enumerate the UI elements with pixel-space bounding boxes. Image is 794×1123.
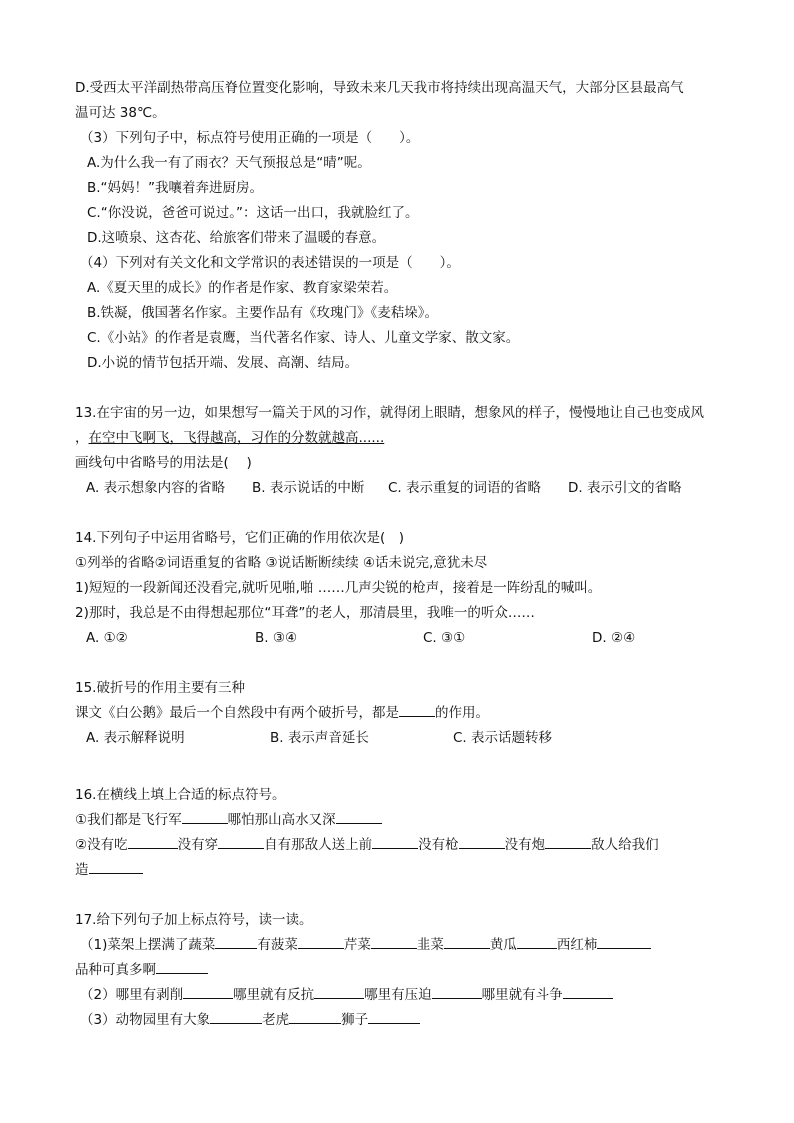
q17-sentence-2 <box>80 983 613 1008</box>
q16-s2-text-f: 敌人给我们 <box>591 837 659 853</box>
q17-s2-text-c: 哪里有压迫 <box>364 987 432 1003</box>
q17-stem: 17.给下列句子加上标点符号，读一读。 <box>75 912 313 928</box>
q12-option-d-line2: 温可达 38℃。 <box>75 105 166 121</box>
q17-s2-text-d: 哪里就有斗争 <box>481 987 563 1003</box>
q17-s1-text-a: （1)菜架上摆满了蔬菜 <box>80 937 216 953</box>
q16-sentence-1 <box>75 808 382 833</box>
q16-s2-text-b: 没有穿 <box>177 837 219 853</box>
q13-stem-line2 <box>75 426 384 451</box>
q16-s2-text-c: 自有那敌人送上前 <box>264 837 373 853</box>
q13-option-a: A. 表示想象内容的省略 <box>86 480 226 496</box>
q17-sentence-3 <box>80 1008 420 1033</box>
q12-sub3-option-b: B.“妈妈！”我嚷着奔进厨房。 <box>87 180 264 196</box>
q14-option-d: D. ②④ <box>592 630 636 646</box>
q16-s2-text-g: 造 <box>75 862 89 878</box>
q15-options <box>0 726 794 751</box>
q17-sentence-1-cont <box>75 958 208 983</box>
q17-s2-blank-2[interactable] <box>314 984 364 999</box>
q12-sub3-option-d: D.这喷泉、这杏花、给旅客们带来了温暖的春意。 <box>87 230 386 246</box>
q15-option-c: C. 表示话题转移 <box>453 730 553 746</box>
q17-s3-text-b: 老虎 <box>262 1012 290 1028</box>
q15-sentence-end: 的作用。 <box>435 705 489 721</box>
q16-s2-blank-4[interactable] <box>459 834 505 849</box>
q15-sentence <box>75 701 489 726</box>
q13-question: 画线句中省略号的用法是( ) <box>75 455 252 471</box>
q17-s1-text-b: 有菠菜 <box>257 937 298 953</box>
q16-sentence-2-cont <box>75 858 143 883</box>
q12-sub3-stem: （3）下列句子中，标点符号使用正确的一项是（ ）。 <box>80 130 420 146</box>
q16-s2-text-e: 没有炮 <box>504 837 546 853</box>
q16-s1-blank-2[interactable] <box>336 809 382 824</box>
q16-s2-text-d: 没有枪 <box>418 837 459 853</box>
q14-choices: ①列举的省略②词语重复的省略 ③说话断断续续 ④话未说完,意犹未尽 <box>75 555 488 571</box>
q13-option-d: D. 表示引文的省略 <box>568 480 682 496</box>
q14-sentence-1: 1)短短的一段新闻还没看完,就听见啪,啪 ……几声尖锐的枪声，接着是一阵纷乱的喊叫。 <box>75 580 602 596</box>
q17-s1-text-g: 品种可真多啊 <box>75 962 156 978</box>
q14-option-a: A. ①② <box>86 630 128 646</box>
q13-option-c: C. 表示重复的词语的省略 <box>388 480 542 496</box>
q17-s2-blank-3[interactable] <box>432 984 482 999</box>
q17-s3-blank-3[interactable] <box>368 1009 420 1024</box>
q14-sentence-2: 2)那时，我总是不由得想起那位“耳聋”的老人，那清晨里，我唯一的听众…… <box>75 605 535 621</box>
q12-option-d-line1: D.受西太平洋副热带高压脊位置变化影响，导致未来几天我市将持续出现高温天气，大部分区县最高气 <box>75 80 684 96</box>
q17-s1-blank-2[interactable] <box>298 934 344 949</box>
q16-sentence-2 <box>75 833 659 858</box>
q16-s2-text-a: ②没有吃 <box>75 837 128 853</box>
q17-s2-blank-1[interactable] <box>183 984 233 999</box>
q17-s2-text-b: 哪里就有反抗 <box>233 987 315 1003</box>
q17-s3-blank-2[interactable] <box>289 1009 341 1024</box>
q17-s1-blank-3[interactable] <box>371 934 417 949</box>
q12-sub4-option-b: B.铁凝，俄国著名作家。主要作品有《玫瑰门》《麦秸垛》。 <box>87 305 439 321</box>
q15-sentence-text: 课文《白公鹅》最后一个自然段中有两个破折号，都是 <box>75 705 399 721</box>
q15-option-a: A. 表示解释说明 <box>86 730 185 746</box>
q17-s1-text-d: 韭菜 <box>416 937 444 953</box>
q14-options <box>0 626 794 651</box>
q14-option-c: C. ③① <box>423 630 466 646</box>
q13-underlined-sentence: 在空中飞啊飞，飞得越高，习作的分数就越高...... <box>88 430 385 446</box>
q12-sub4-option-a: A.《夏天里的成长》的作者是作家、教育家梁荣若。 <box>87 280 398 296</box>
q17-s3-text-a: （3）动物园里有大象 <box>80 1012 211 1028</box>
q16-s1-blank-1[interactable] <box>182 809 228 824</box>
q17-s1-text-c: 芹菜 <box>343 937 371 953</box>
q13-options <box>0 476 794 501</box>
q16-s2-blank-5[interactable] <box>545 834 591 849</box>
q13-option-b: B. 表示说话的中断 <box>252 480 365 496</box>
q13-stem-line1: 13.在宇宙的另一边，如果想写一篇关于风的习作，就得闭上眼睛，想象风的样子，慢慢地让自己也变成风 <box>75 405 704 421</box>
q16-s2-blank-3[interactable] <box>372 834 418 849</box>
q17-s2-text-a: （2）哪里有剥削 <box>80 987 184 1003</box>
q12-sub4-option-c: C.《小站》的作者是袁鹰，当代著名作家、诗人、儿童文学家、散文家。 <box>87 330 520 346</box>
q12-sub4-stem: （4）下列对有关文化和文学常识的表述错误的一项是（ ）。 <box>80 255 460 271</box>
q14-stem: 14.下列句子中运用省略号，它们正确的作用依次是( ) <box>75 530 405 546</box>
q17-s3-blank-1[interactable] <box>210 1009 262 1024</box>
q17-s1-blank-5[interactable] <box>517 934 557 949</box>
q16-s1-text-b: 哪怕那山高水又深 <box>227 812 336 828</box>
q17-s1-blank-6[interactable] <box>597 934 651 949</box>
q17-s1-blank-4[interactable] <box>444 934 490 949</box>
q12-sub4-option-d: D.小说的情节包括开端、发展、高潮、结局。 <box>87 355 359 371</box>
q15-blank[interactable] <box>399 702 435 717</box>
q15-option-b: B. 表示声音延长 <box>270 730 369 746</box>
q15-stem: 15.破折号的作用主要有三种 <box>75 680 245 696</box>
q12-sub3-option-c: C.“你没说，爸爸可说过。”：这话一出口，我就脸红了。 <box>87 205 419 221</box>
q13-comma: ， <box>75 430 89 446</box>
q14-option-b: B. ③④ <box>255 630 298 646</box>
q16-s2-blank-6[interactable] <box>89 859 143 874</box>
q17-s3-text-c: 狮子 <box>341 1012 369 1028</box>
q16-s2-blank-2[interactable] <box>218 834 264 849</box>
q17-s2-blank-4[interactable] <box>563 984 613 999</box>
q17-s1-text-e: 黄瓜 <box>489 937 517 953</box>
q17-s1-blank-7[interactable] <box>156 959 208 974</box>
q16-s2-blank-1[interactable] <box>128 834 178 849</box>
q16-stem: 16.在横线上填上合适的标点符号。 <box>75 787 286 803</box>
q17-s1-blank-1[interactable] <box>215 934 257 949</box>
q16-s1-text-a: ①我们都是飞行军 <box>75 812 182 828</box>
q12-sub3-option-a: A.为什么我一有了雨衣？天气预报总是“晴”呢。 <box>87 155 371 171</box>
q17-s1-text-f: 西红柿 <box>556 937 598 953</box>
q17-sentence-1 <box>80 933 651 958</box>
